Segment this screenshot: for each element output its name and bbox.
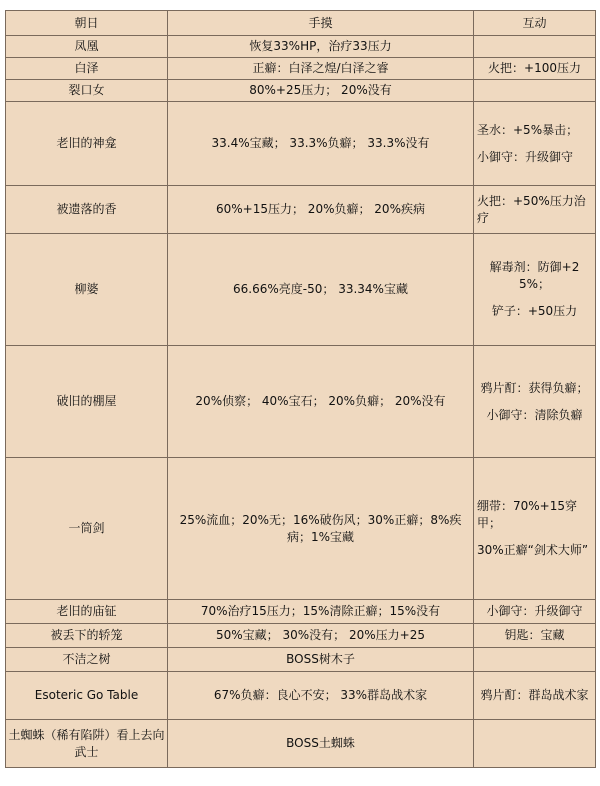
interaction-text: 绷带：70%+15穿甲； [477, 499, 577, 530]
table-cell-interaction [474, 58, 596, 80]
table-cell-touch: 恢复33%HP，治疗33压力 [168, 36, 474, 58]
table-cell-touch: 80%+25压力； 20%没有 [168, 80, 474, 102]
table-cell-touch: 50%宝藏； 30%没有； 20%压力+25 [168, 624, 474, 648]
table-cell-name: 破旧的棚屋 [6, 346, 168, 458]
table-cell-name: 被丢下的轿笼 [6, 624, 168, 648]
table-cell-touch: BOSS土蜘蛛 [168, 720, 474, 768]
table-cell-interaction [474, 720, 596, 768]
table-cell-interaction [474, 102, 596, 186]
table-cell-interaction [474, 672, 596, 720]
table-row [6, 346, 596, 458]
interaction-text: 火把：+50%压力治疗 [477, 193, 586, 225]
table-cell-interaction [474, 600, 596, 624]
interaction-text: 火把：+100压力 [488, 61, 581, 75]
interaction-text: 钥匙：宝藏 [504, 628, 565, 642]
table-cell-interaction [474, 234, 596, 346]
interaction-text: 鸦片酊：获得负癖； [480, 380, 589, 395]
column-header-interaction: 互动 [474, 11, 596, 36]
table-cell-name: 老旧的神龛 [6, 102, 168, 186]
table-row [6, 80, 596, 102]
line-gap [477, 397, 592, 407]
table-cell-touch: 正癖：白泽之煌/白泽之睿 [168, 58, 474, 80]
table-cell-touch: 70%治疗15压力；15%清除正癖；15%没有 [168, 600, 474, 624]
table-cell-name: 柳婆 [6, 234, 168, 346]
table-cell-interaction [474, 186, 596, 234]
event-table [5, 10, 596, 768]
table-cell-name: 一筒剑 [6, 458, 168, 600]
interaction-text: 30%正癖“剑术大师” [477, 543, 589, 557]
table-cell-name: 白泽 [6, 58, 168, 80]
table-cell-name: 不洁之树 [6, 648, 168, 672]
interaction-text: 解毒剂：防御+25%； [489, 260, 580, 291]
table-cell-name: 凤凰 [6, 36, 168, 58]
table-cell-interaction [474, 80, 596, 102]
table-cell-touch: 25%流血；20%无；16%破伤风；30%正癖；8%疾病；1%宝藏 [168, 458, 474, 600]
table-cell-touch: 66.66%亮度-50； 33.34%宝藏 [168, 234, 474, 346]
table-row [6, 458, 596, 600]
table-cell-touch: 33.4%宝藏； 33.3%负癖； 33.3%没有 [168, 102, 474, 186]
interaction-text: 小御守：升级御守 [477, 149, 574, 164]
table-row [6, 234, 596, 346]
table-row [6, 58, 596, 80]
table-cell-touch: 60%+15压力； 20%负癖； 20%疾病 [168, 186, 474, 234]
interaction-text: 小御守：升级御守 [486, 604, 583, 618]
table-cell-name: 裂口女 [6, 80, 168, 102]
table-cell-name: 被遗落的香 [6, 186, 168, 234]
table-row [6, 648, 596, 672]
table-row [6, 672, 596, 720]
table-cell-interaction [474, 624, 596, 648]
table-row [6, 600, 596, 624]
column-header-touch: 手摸 [168, 11, 474, 36]
interaction-text: 鸦片酊：群岛战术家 [480, 688, 589, 702]
table-row [6, 624, 596, 648]
line-gap [477, 139, 592, 149]
table-cell-interaction [474, 346, 596, 458]
table-row [6, 36, 596, 58]
column-header-morning-sun: 朝日 [6, 11, 168, 36]
table-cell-touch: BOSS树木子 [168, 648, 474, 672]
table-cell-name: 土蜘蛛（稀有陷阱）看上去向武士 [6, 720, 168, 768]
table-row [6, 186, 596, 234]
table-cell-name: Esoteric Go Table [6, 672, 168, 720]
table-header-row [6, 11, 596, 36]
table-cell-touch: 20%侦察； 40%宝石； 20%负癖； 20%没有 [168, 346, 474, 458]
line-gap [477, 532, 592, 542]
line-gap [477, 293, 592, 303]
interaction-text: 圣水：+5%暴击； [477, 122, 579, 137]
table-cell-touch: 67%负癖：良心不安； 33%群岛战术家 [168, 672, 474, 720]
table-cell-name: 老旧的庙钲 [6, 600, 168, 624]
table-row [6, 102, 596, 186]
interaction-text: 小御守：清除负癖 [486, 407, 583, 422]
table-cell-interaction [474, 458, 596, 600]
table-cell-interaction [474, 36, 596, 58]
table-cell-interaction [474, 648, 596, 672]
table-row [6, 720, 596, 768]
interaction-text: 铲子：+50压力 [491, 304, 578, 318]
